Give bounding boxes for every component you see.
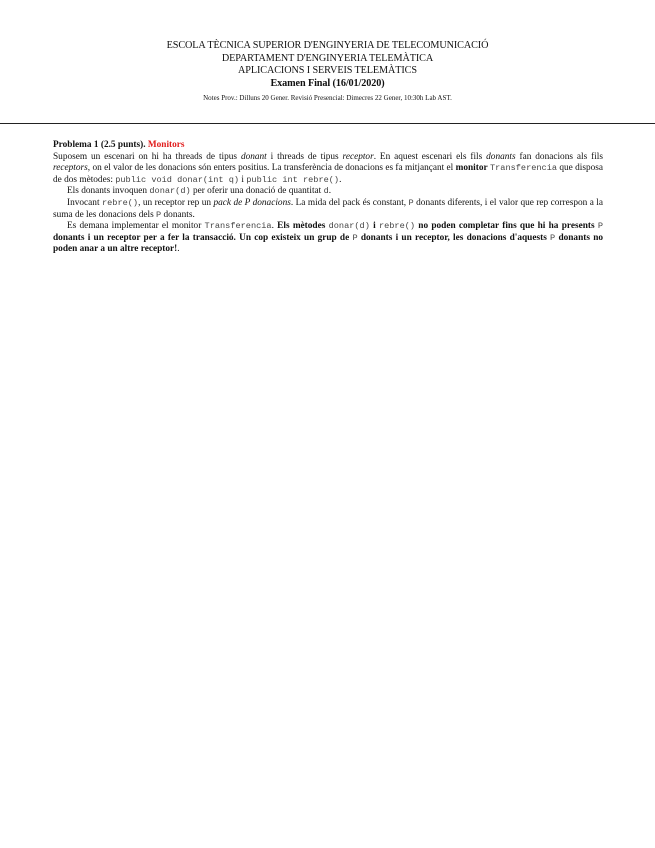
text: donants diferents, i el valor que rep correspon a la suma de les donacions dels [53, 197, 603, 220]
department-name: DEPARTAMENT D'ENGINYERIA TELEMÀTICA [221, 52, 434, 64]
strong: i [369, 221, 379, 232]
text: , un receptor rep un [138, 197, 214, 208]
strong: monitor [455, 163, 488, 174]
text: que disposa de dos mètodes: [53, 163, 603, 185]
code: Transferencia [489, 163, 558, 174]
problem-title: Problema 1 (2.5 punts). [53, 140, 146, 150]
emph: pack de P donacions [213, 197, 291, 208]
code: rebre() [378, 221, 416, 232]
emph: receptor [342, 151, 374, 162]
text: Invocant [67, 197, 102, 208]
code: donar(d) [328, 221, 370, 232]
paragraph-1 [53, 152, 603, 187]
code: rebre() [101, 197, 139, 208]
text: . En aquest escenari els fils [373, 151, 487, 162]
code: P [352, 232, 358, 243]
strong: donants i un receptor per a fer la transacció. Un cop existeix un grup de [53, 232, 353, 243]
text: Suposem un escenari on hi ha threads de tipus [53, 151, 241, 162]
code: public int rebre() [246, 174, 340, 185]
code: Transferencia [204, 221, 272, 232]
header-divider [0, 123, 655, 124]
strong: no poden completar fins que hi ha presents [415, 221, 598, 232]
text: . [177, 244, 180, 255]
exam-title: Examen Final (16/01/2020) [270, 77, 385, 89]
strong: donants i un receptor, les donacions d'aquests [357, 232, 551, 243]
code: P [408, 197, 414, 208]
exam-notes: Notes Prov.: Dilluns 20 Gener. Revisió Presencial: Dimecres 22 Gener, 10:30h Lab AST. [203, 94, 452, 103]
text: i [239, 174, 247, 185]
problem-section [53, 140, 603, 256]
emph: donant [240, 151, 267, 162]
text: . [271, 221, 278, 232]
paragraph-2 [53, 186, 603, 198]
strong: Els mètodes [277, 221, 329, 232]
code: public void donar(int q) [115, 174, 240, 185]
text: , on el valor de les donacions són enters positius. La transferència de donacions es fa mitjançant el [87, 163, 456, 174]
paragraph-3 [53, 198, 603, 221]
code: donar(d) [149, 186, 191, 197]
text: donants. [161, 209, 195, 220]
strong: donants no poden anar a un altre receptor! [53, 232, 604, 255]
code: P [156, 209, 162, 220]
problem-topic: Monitors [147, 140, 185, 150]
emph: receptors [53, 163, 88, 174]
text: i threads de tipus [266, 151, 343, 162]
exam-header [0, 40, 655, 103]
code: P [597, 221, 603, 232]
text: per oferir una donació de quantitat [190, 186, 324, 197]
code: d [323, 186, 329, 197]
emph: donants [486, 151, 516, 162]
text: . [339, 174, 342, 185]
text: . La mida del pack és constant, [290, 197, 409, 208]
text: Els donants invoquen [67, 186, 150, 197]
text: fan donacions als fils [515, 151, 603, 162]
problem-heading [53, 140, 603, 152]
code: P [550, 232, 556, 243]
school-name: ESCOLA TÈCNICA SUPERIOR D'ENGINYERIA DE TELECOMUNICACIÓ [166, 40, 489, 51]
text: Es demana implementar el monitor [67, 221, 205, 232]
paragraph-4 [53, 221, 603, 256]
text: . [328, 186, 332, 197]
course-name: APLICACIONS I SERVEIS TELEMÀTICS [238, 65, 417, 77]
